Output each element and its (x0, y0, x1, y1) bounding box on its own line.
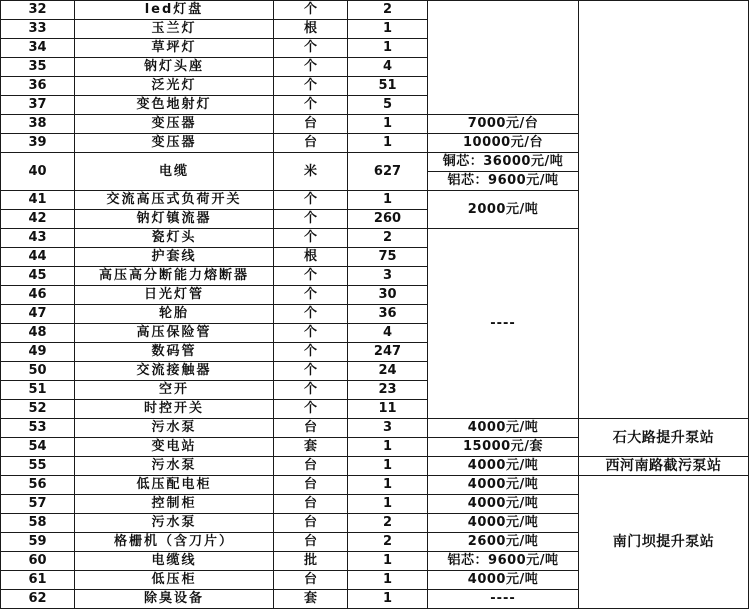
station-label: 石大路提升泵站 (579, 419, 749, 457)
price-note: 4000元/吨 (428, 571, 579, 590)
cell-no: 42 (1, 210, 75, 229)
table-body (1, 1, 749, 609)
cell-name: 日光灯管 (75, 286, 274, 305)
price-note: 4000元/吨 (428, 514, 579, 533)
cell-unit: 个 (274, 210, 348, 229)
cell-qty: 30 (348, 286, 428, 305)
cell-name: 除臭设备 (75, 590, 274, 609)
cell-no: 32 (1, 1, 75, 20)
price-note: 铝芯：9600元/吨 (428, 172, 579, 191)
cell-name: 控制柜 (75, 495, 274, 514)
cell-qty: 4 (348, 58, 428, 77)
station-label: 西河南路截污泵站 (579, 457, 749, 476)
cell-no: 36 (1, 77, 75, 96)
price-note: 10000元/台 (428, 134, 579, 153)
price-note: 2000元/吨 (428, 191, 579, 229)
cell-no: 41 (1, 191, 75, 210)
cell-qty: 1 (348, 476, 428, 495)
cell-qty: 2 (348, 533, 428, 552)
cell-no: 43 (1, 229, 75, 248)
cell-no: 61 (1, 571, 75, 590)
table-row (1, 457, 749, 476)
cell-name: 钠灯镇流器 (75, 210, 274, 229)
cell-unit: 套 (274, 590, 348, 609)
cell-no: 46 (1, 286, 75, 305)
cell-no: 51 (1, 381, 75, 400)
cell-name: 草坪灯 (75, 39, 274, 58)
cell-unit: 台 (274, 533, 348, 552)
cell-no: 55 (1, 457, 75, 476)
cell-qty: 627 (348, 153, 428, 191)
cell-qty: 23 (348, 381, 428, 400)
cell-unit: 根 (274, 20, 348, 39)
cell-qty: 1 (348, 39, 428, 58)
cell-unit: 个 (274, 39, 348, 58)
cell-unit: 个 (274, 286, 348, 305)
cell-name: 污水泵 (75, 457, 274, 476)
cell-no: 44 (1, 248, 75, 267)
price-note-blank: ---- (428, 590, 579, 609)
cell-name: 交流高压式负荷开关 (75, 191, 274, 210)
cell-name: 低压柜 (75, 571, 274, 590)
price-note-blank: ---- (428, 229, 579, 419)
cell-unit: 米 (274, 153, 348, 191)
cell-unit: 个 (274, 267, 348, 286)
cell-name: 低压配电柜 (75, 476, 274, 495)
cell-unit: 台 (274, 495, 348, 514)
cell-name: 变压器 (75, 134, 274, 153)
cell-no: 34 (1, 39, 75, 58)
cell-unit: 个 (274, 96, 348, 115)
cell-name: 变电站 (75, 438, 274, 457)
cell-no: 56 (1, 476, 75, 495)
price-note: 铜芯：36000元/吨 (428, 153, 579, 172)
cell-no: 33 (1, 20, 75, 39)
cell-unit: 个 (274, 305, 348, 324)
station-label: 南门坝提升泵站 (579, 476, 749, 609)
cell-name: 高压保险管 (75, 324, 274, 343)
cell-no: 37 (1, 96, 75, 115)
cell-no: 62 (1, 590, 75, 609)
cell-name: 污水泵 (75, 419, 274, 438)
price-note: 4000元/吨 (428, 457, 579, 476)
cell-unit: 个 (274, 229, 348, 248)
cell-unit: 根 (274, 248, 348, 267)
cell-unit: 批 (274, 552, 348, 571)
cell-qty: 5 (348, 96, 428, 115)
cell-qty: 1 (348, 571, 428, 590)
cell-no: 57 (1, 495, 75, 514)
cell-qty: 1 (348, 457, 428, 476)
cell-name: 玉兰灯 (75, 20, 274, 39)
cell-qty: 1 (348, 590, 428, 609)
price-note: 7000元/台 (428, 115, 579, 134)
cell-name: 变压器 (75, 115, 274, 134)
table-row (1, 419, 749, 438)
cell-unit: 台 (274, 457, 348, 476)
cell-no: 38 (1, 115, 75, 134)
price-note: 4000元/吨 (428, 419, 579, 438)
cell-name: 瓷灯头 (75, 229, 274, 248)
cell-qty: 51 (348, 77, 428, 96)
cell-name: 电缆线 (75, 552, 274, 571)
cell-qty: 3 (348, 419, 428, 438)
cell-no: 48 (1, 324, 75, 343)
cell-no: 50 (1, 362, 75, 381)
cell-name: led灯盘 (75, 1, 274, 20)
cell-qty: 247 (348, 343, 428, 362)
cell-qty: 1 (348, 438, 428, 457)
cell-no: 40 (1, 153, 75, 191)
price-note: 2600元/吨 (428, 533, 579, 552)
cell-name: 高压高分断能力熔断器 (75, 267, 274, 286)
cell-no: 53 (1, 419, 75, 438)
price-note: 4000元/吨 (428, 476, 579, 495)
cell-qty: 4 (348, 324, 428, 343)
cell-no: 60 (1, 552, 75, 571)
cell-no: 39 (1, 134, 75, 153)
cell-unit: 台 (274, 571, 348, 590)
cell-unit: 台 (274, 115, 348, 134)
cell-unit: 个 (274, 324, 348, 343)
cell-qty: 1 (348, 134, 428, 153)
cell-qty: 75 (348, 248, 428, 267)
cell-name: 格栅机（含刀片） (75, 533, 274, 552)
cell-no: 52 (1, 400, 75, 419)
price-note: 4000元/吨 (428, 495, 579, 514)
cell-no: 35 (1, 58, 75, 77)
cell-no: 49 (1, 343, 75, 362)
cell-qty: 11 (348, 400, 428, 419)
cell-unit: 台 (274, 476, 348, 495)
cell-unit: 个 (274, 381, 348, 400)
cell-unit: 套 (274, 438, 348, 457)
cell-name: 交流接触器 (75, 362, 274, 381)
cell-qty: 3 (348, 267, 428, 286)
cell-name: 轮胎 (75, 305, 274, 324)
cell-unit: 个 (274, 58, 348, 77)
cell-unit: 个 (274, 362, 348, 381)
cell-no: 45 (1, 267, 75, 286)
cell-no: 47 (1, 305, 75, 324)
cell-name: 数码管 (75, 343, 274, 362)
cell-no: 54 (1, 438, 75, 457)
cell-qty: 2 (348, 229, 428, 248)
cell-qty: 1 (348, 552, 428, 571)
cell-name: 电缆 (75, 153, 274, 191)
price-note-empty (428, 1, 579, 115)
cell-name: 钠灯头座 (75, 58, 274, 77)
cell-unit: 台 (274, 419, 348, 438)
cell-unit: 个 (274, 191, 348, 210)
cell-name: 时控开关 (75, 400, 274, 419)
price-note: 铝芯：9600元/吨 (428, 552, 579, 571)
cell-name: 污水泵 (75, 514, 274, 533)
price-note: 15000元/套 (428, 438, 579, 457)
cell-qty: 1 (348, 115, 428, 134)
cell-name: 泛光灯 (75, 77, 274, 96)
cell-qty: 1 (348, 191, 428, 210)
cell-qty: 24 (348, 362, 428, 381)
cell-name: 变色地射灯 (75, 96, 274, 115)
cell-qty: 2 (348, 514, 428, 533)
cell-unit: 个 (274, 1, 348, 20)
cell-unit: 台 (274, 134, 348, 153)
table-row (1, 1, 749, 20)
cell-no: 59 (1, 533, 75, 552)
cell-unit: 个 (274, 343, 348, 362)
cell-qty: 36 (348, 305, 428, 324)
cell-name: 空开 (75, 381, 274, 400)
cell-qty: 260 (348, 210, 428, 229)
cell-no: 58 (1, 514, 75, 533)
cell-unit: 个 (274, 77, 348, 96)
cell-qty: 1 (348, 495, 428, 514)
cell-name: 护套线 (75, 248, 274, 267)
station-cell-empty (579, 1, 749, 419)
cell-qty: 1 (348, 20, 428, 39)
cell-qty: 2 (348, 1, 428, 20)
table-row (1, 476, 749, 495)
cell-unit: 个 (274, 400, 348, 419)
cell-unit: 台 (274, 514, 348, 533)
